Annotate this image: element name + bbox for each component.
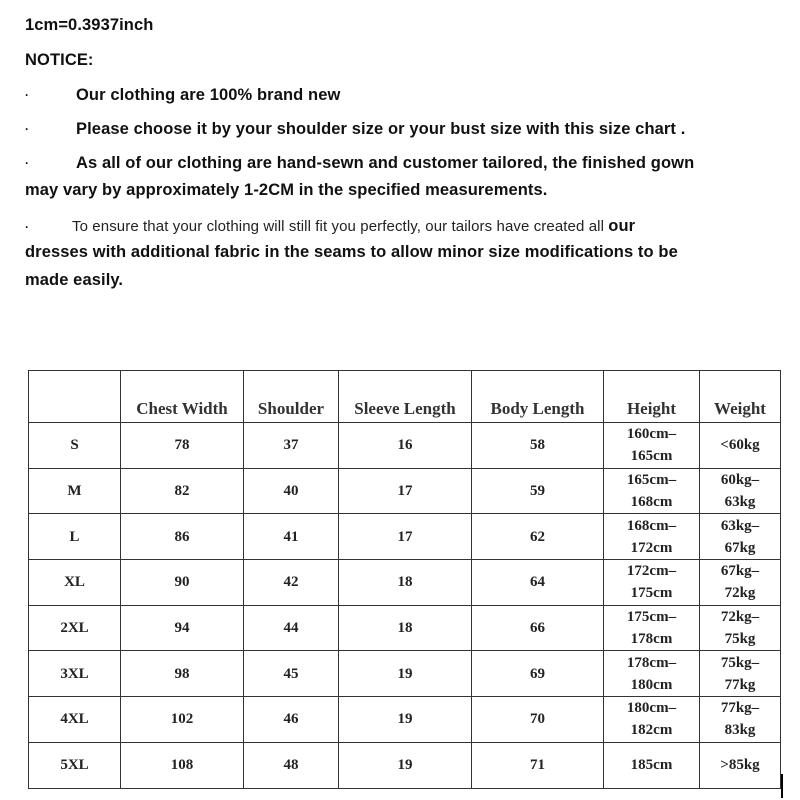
height-to: 182cm bbox=[630, 722, 673, 739]
shoulder-cell: 37 bbox=[244, 423, 339, 469]
size-row bbox=[29, 697, 781, 743]
weight-cell bbox=[700, 742, 781, 788]
notice-item-4-line-3: made easily. bbox=[25, 271, 124, 289]
bullet-2: · bbox=[25, 122, 29, 136]
weight-to: 72kg bbox=[724, 585, 756, 602]
body-length-cell: 62 bbox=[472, 514, 604, 560]
size-cell: L bbox=[29, 514, 121, 560]
shoulder-cell: 48 bbox=[244, 742, 339, 788]
header-height: Height bbox=[604, 371, 700, 423]
sleeve-length-cell: 16 bbox=[339, 423, 472, 469]
bullet-3: · bbox=[25, 156, 29, 170]
height-cell bbox=[604, 651, 700, 697]
notice-item-4-line-1 bbox=[72, 217, 635, 236]
height-from: 172cm– bbox=[626, 563, 677, 580]
body-length-cell: 59 bbox=[472, 468, 604, 514]
height-to: 168cm bbox=[630, 494, 673, 511]
chest-width-cell: 108 bbox=[121, 742, 244, 788]
sleeve-length-cell: 18 bbox=[339, 560, 472, 606]
body-length-cell: 69 bbox=[472, 651, 604, 697]
size-row bbox=[29, 560, 781, 606]
notice-item-4-text: To ensure that your clothing will still fit you perfectly, our tailors have created all bbox=[72, 218, 604, 235]
height-to: 178cm bbox=[630, 631, 673, 648]
height-cell bbox=[604, 742, 700, 788]
weight-to: 63kg bbox=[724, 494, 756, 511]
notice-item-3-line-1: As all of our clothing are hand-sewn and customer tailored, the finished gown bbox=[76, 154, 695, 172]
weight-to: 77kg bbox=[724, 676, 756, 693]
sleeve-length-cell: 17 bbox=[339, 468, 472, 514]
size-chart-header-row bbox=[29, 371, 781, 423]
sleeve-length-cell: 18 bbox=[339, 605, 472, 651]
height-from: 175cm– bbox=[626, 609, 677, 626]
weight-to: 75kg bbox=[724, 631, 756, 648]
weight-to: 83kg bbox=[724, 722, 756, 739]
shoulder-cell: 45 bbox=[244, 651, 339, 697]
body-length-cell: 64 bbox=[472, 560, 604, 606]
weight-cell bbox=[700, 468, 781, 514]
bullet-1: · bbox=[25, 88, 29, 102]
weight-cell bbox=[700, 560, 781, 606]
weight-from: <60kg bbox=[720, 437, 760, 454]
size-row bbox=[29, 742, 781, 788]
body-length-cell: 58 bbox=[472, 423, 604, 469]
size-chart-table bbox=[28, 370, 781, 789]
chest-width-cell: 90 bbox=[121, 560, 244, 606]
height-from: 180cm– bbox=[626, 700, 677, 717]
size-cell: 4XL bbox=[29, 697, 121, 743]
size-row bbox=[29, 468, 781, 514]
weight-from: 67kg– bbox=[720, 563, 760, 580]
weight-to: 67kg bbox=[724, 539, 756, 556]
weight-from: 63kg– bbox=[720, 517, 760, 534]
height-cell bbox=[604, 605, 700, 651]
chest-width-cell: 86 bbox=[121, 514, 244, 560]
weight-cell bbox=[700, 651, 781, 697]
weight-cell bbox=[700, 423, 781, 469]
height-from: 168cm– bbox=[626, 517, 677, 534]
shoulder-cell: 40 bbox=[244, 468, 339, 514]
height-to: 172cm bbox=[630, 539, 673, 556]
text-cursor bbox=[781, 774, 783, 798]
height-to: 165cm bbox=[630, 448, 673, 465]
height-cell bbox=[604, 560, 700, 606]
sleeve-length-cell: 17 bbox=[339, 514, 472, 560]
shoulder-cell: 44 bbox=[244, 605, 339, 651]
weight-from: 75kg– bbox=[720, 654, 760, 671]
sleeve-length-cell: 19 bbox=[339, 742, 472, 788]
weight-cell bbox=[700, 697, 781, 743]
notice-item-3-line-2: may vary by approximately 1-2CM in the specified measurements. bbox=[25, 181, 548, 199]
size-row bbox=[29, 423, 781, 469]
chest-width-cell: 102 bbox=[121, 697, 244, 743]
size-cell: 3XL bbox=[29, 651, 121, 697]
weight-cell bbox=[700, 514, 781, 560]
size-cell: 5XL bbox=[29, 742, 121, 788]
height-cell bbox=[604, 468, 700, 514]
weight-from: >85kg bbox=[720, 757, 760, 774]
header-size bbox=[29, 371, 121, 423]
height-from: 160cm– bbox=[626, 426, 677, 443]
shoulder-cell: 46 bbox=[244, 697, 339, 743]
sleeve-length-cell: 19 bbox=[339, 697, 472, 743]
header-sleeve-length: Sleeve Length bbox=[339, 371, 472, 423]
size-cell: 2XL bbox=[29, 605, 121, 651]
height-from: 178cm– bbox=[626, 654, 677, 671]
shoulder-cell: 41 bbox=[244, 514, 339, 560]
header-body-length: Body Length bbox=[472, 371, 604, 423]
size-cell: M bbox=[29, 468, 121, 514]
size-cell: S bbox=[29, 423, 121, 469]
chest-width-cell: 82 bbox=[121, 468, 244, 514]
notice-item-2: Please choose it by your shoulder size or your bust size with this size chart . bbox=[76, 120, 686, 138]
body-length-cell: 71 bbox=[472, 742, 604, 788]
chest-width-cell: 98 bbox=[121, 651, 244, 697]
height-cell bbox=[604, 423, 700, 469]
height-from: 165cm– bbox=[626, 472, 677, 489]
notice-item-4-emphasis: our bbox=[608, 217, 636, 235]
chest-width-cell: 78 bbox=[121, 423, 244, 469]
body-length-cell: 70 bbox=[472, 697, 604, 743]
shoulder-cell: 42 bbox=[244, 560, 339, 606]
chest-width-cell: 94 bbox=[121, 605, 244, 651]
header-shoulder: Shoulder bbox=[244, 371, 339, 423]
notice-heading: NOTICE: bbox=[25, 51, 94, 69]
height-cell bbox=[604, 514, 700, 560]
header-weight: Weight bbox=[700, 371, 781, 423]
size-row bbox=[29, 514, 781, 560]
height-to: 175cm bbox=[630, 585, 673, 602]
height-to: 180cm bbox=[630, 676, 673, 693]
size-row bbox=[29, 605, 781, 651]
sleeve-length-cell: 19 bbox=[339, 651, 472, 697]
size-row bbox=[29, 651, 781, 697]
body-length-cell: 66 bbox=[472, 605, 604, 651]
header-chest-width: Chest Width bbox=[121, 371, 244, 423]
height-from: 185cm bbox=[630, 757, 673, 774]
weight-from: 72kg– bbox=[720, 609, 760, 626]
weight-cell bbox=[700, 605, 781, 651]
height-cell bbox=[604, 697, 700, 743]
unit-conversion: 1cm=0.3937inch bbox=[25, 16, 154, 34]
bullet-4: · bbox=[25, 220, 29, 234]
size-cell: XL bbox=[29, 560, 121, 606]
weight-from: 77kg– bbox=[720, 700, 760, 717]
weight-from: 60kg– bbox=[720, 472, 760, 489]
notice-item-1: Our clothing are 100% brand new bbox=[76, 86, 341, 104]
notice-item-4-line-2: dresses with additional fabric in the seams to allow minor size modifications to be bbox=[25, 243, 678, 261]
